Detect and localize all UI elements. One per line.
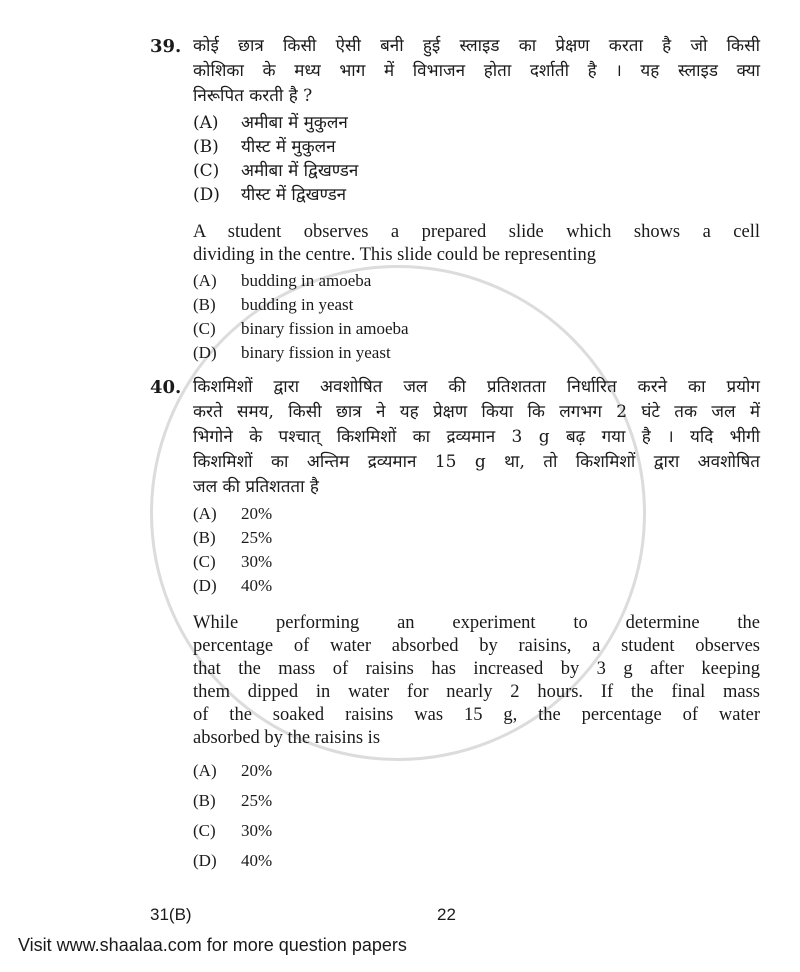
- option-label: (A): [193, 271, 217, 290]
- option-label: (C): [193, 319, 216, 338]
- option-label: (D): [193, 851, 217, 870]
- text-line: of the soaked raisins was 15 g, the percentage of water: [193, 705, 760, 725]
- q40-hindi-options: [193, 502, 760, 598]
- text-line: percentage of water absorbed by raisins, a student observes: [193, 636, 760, 656]
- option-text: binary fission in amoeba: [241, 319, 409, 338]
- option-text: 25%: [241, 528, 273, 547]
- option: [193, 183, 760, 207]
- text-line: निरूपित करती है ?: [193, 86, 313, 106]
- text-line: While performing an experiment to determine the: [193, 613, 760, 633]
- option: [193, 756, 760, 786]
- option-text: 30%: [241, 552, 273, 571]
- text-line: A student observes a prepared slide which shows a cell: [193, 222, 760, 242]
- option-label: (A): [193, 761, 217, 780]
- option-label: (B): [193, 137, 219, 157]
- option-label: (C): [193, 552, 216, 571]
- option-label: (D): [193, 343, 217, 362]
- visit-link[interactable]: Visit www.shaalaa.com for more question papers: [18, 935, 407, 955]
- text-line: कोई छात्र किसी ऐसी बनी हुई स्लाइड का प्रेक्षण करता है जो किसी: [193, 36, 760, 56]
- option-label: (C): [193, 161, 220, 181]
- question-40: [150, 375, 760, 876]
- option-text: यीस्ट में द्विखण्डन: [241, 185, 347, 205]
- option-text: budding in yeast: [241, 295, 354, 314]
- q39-hindi-text: [193, 34, 760, 109]
- option-label: (D): [193, 576, 217, 595]
- option-label: (D): [193, 185, 220, 205]
- option: [193, 574, 760, 598]
- q39-english-options: [193, 269, 760, 365]
- q40-english-text: [193, 612, 760, 750]
- text-line: किशमिशों का अन्तिम द्रव्यमान 15 g था, तो किशमिशों द्वारा अवशोषित: [193, 452, 760, 472]
- option-text: अमीबा में मुकुलन: [241, 113, 348, 133]
- question-number: 40.: [150, 377, 182, 398]
- option: [193, 341, 760, 365]
- q40-hindi-text: [193, 375, 760, 500]
- option-text: अमीबा में द्विखण्डन: [241, 161, 359, 181]
- option: [193, 293, 760, 317]
- option-label: (A): [193, 504, 217, 523]
- option-text: 20%: [241, 761, 273, 780]
- option-text: 40%: [241, 576, 273, 595]
- question-39: [150, 34, 760, 365]
- page-number: 22: [437, 905, 456, 924]
- text-line: भिगोने के पश्चात् किशमिशों का द्रव्यमान 3 g बढ़ गया है । यदि भीगी: [193, 427, 760, 447]
- option-text: 40%: [241, 851, 273, 870]
- option: [193, 269, 760, 293]
- q40-english-options: [193, 756, 760, 876]
- question-body: [193, 375, 760, 876]
- text-line: that the mass of raisins has increased by 3 g after keeping: [193, 659, 760, 679]
- option-text: 20%: [241, 504, 273, 523]
- option-label: (B): [193, 295, 216, 314]
- q39-hindi-options: [193, 111, 760, 207]
- option: [193, 550, 760, 574]
- option-text: binary fission in yeast: [241, 343, 391, 362]
- option: [193, 159, 760, 183]
- option: [193, 526, 760, 550]
- text-line: them dipped in water for nearly 2 hours. If the final mass: [193, 682, 760, 702]
- option: [193, 816, 760, 846]
- text-line: कोशिका के मध्य भाग में विभाजन होता दर्शाती है । यह स्लाइड क्या: [193, 61, 760, 81]
- text-line: जल की प्रतिशतता है: [193, 477, 319, 497]
- option-label: (C): [193, 821, 216, 840]
- option-label: (A): [193, 113, 219, 133]
- page-footer: [150, 904, 760, 926]
- option: [193, 111, 760, 135]
- option-text: 25%: [241, 791, 273, 810]
- option-text: budding in amoeba: [241, 271, 372, 290]
- question-body: [193, 34, 760, 365]
- option: [193, 502, 760, 526]
- option: [193, 846, 760, 876]
- q39-english-text: [193, 221, 760, 267]
- question-number: 39.: [150, 36, 182, 57]
- text-line: किशमिशों द्वारा अवशोषित जल की प्रतिशतता निर्धारित करने का प्रयोग: [193, 377, 760, 397]
- paper-code: 31(B): [150, 905, 192, 924]
- text-line: absorbed by the raisins is: [193, 728, 381, 748]
- option: [193, 135, 760, 159]
- option-text: यीस्ट में मुकुलन: [241, 137, 336, 157]
- option-label: (B): [193, 528, 216, 547]
- option: [193, 317, 760, 341]
- option: [193, 786, 760, 816]
- option-text: 30%: [241, 821, 273, 840]
- text-line: करते समय, किसी छात्र ने यह प्रेक्षण किया कि लगभग 2 घंटे तक जल में: [193, 402, 760, 422]
- option-label: (B): [193, 791, 216, 810]
- text-line: dividing in the centre. This slide could be representing: [193, 245, 596, 265]
